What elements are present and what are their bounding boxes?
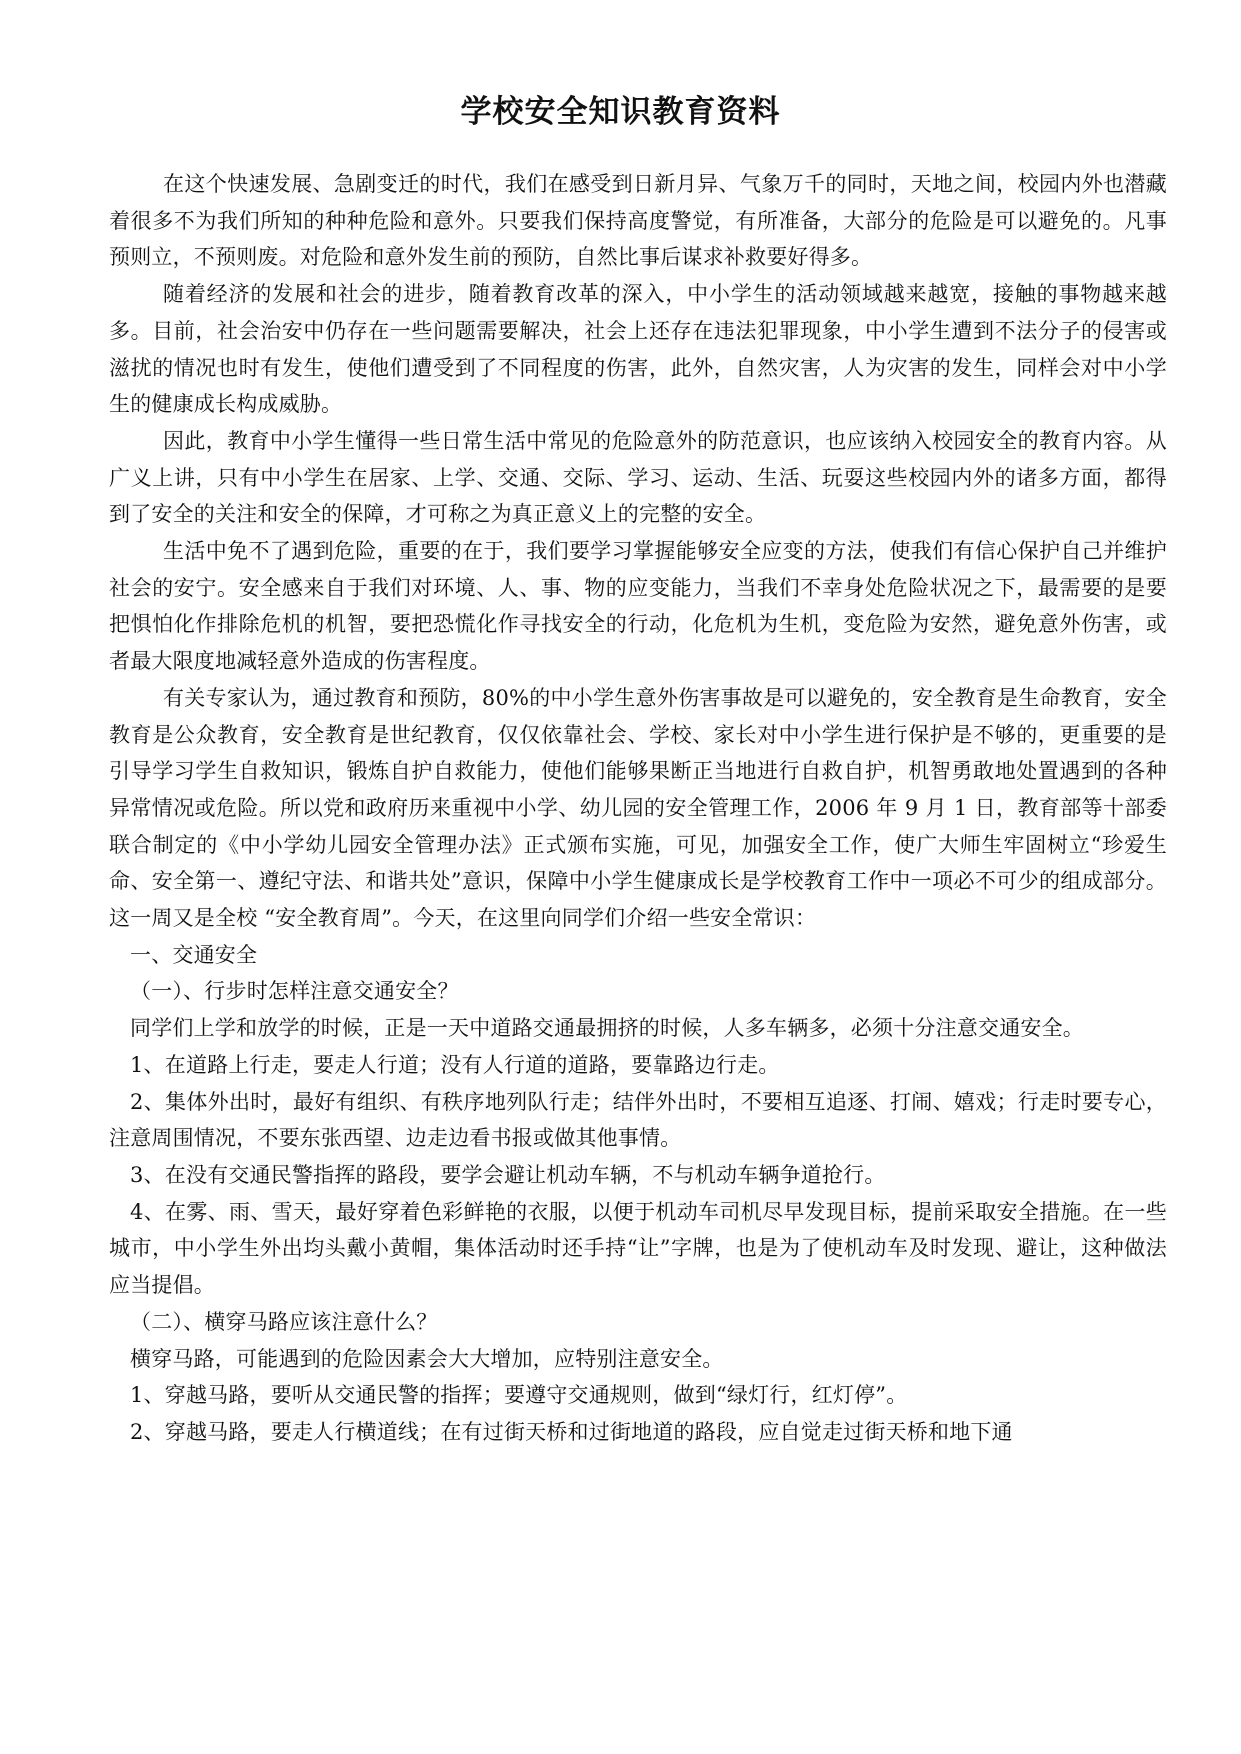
paragraph: 2、集体外出时，最好有组织、有秩序地列队行走；结伴外出时，不要相互追逐、打闹、嬉戏；行走时要专心，注意周围情况，不要东张西望、边走边看书报或做其他事情。 bbox=[109, 1089, 1167, 1151]
paragraph: 横穿马路，可能遇到的危险因素会大大增加，应特别注意安全。 bbox=[130, 1346, 724, 1371]
document-body bbox=[109, 166, 1167, 1451]
paragraph: 2、穿越马路，要走人行横道线；在有过街天桥和过街地道的路段，应自觉走过街天桥和地下通 bbox=[130, 1419, 1013, 1444]
paragraph: 1、在道路上行走，要走人行道；没有人行道的道路，要靠路边行走。 bbox=[130, 1052, 780, 1077]
paragraph: 1、穿越马路，要听从交通民警的指挥；要遵守交通规则，做到“绿灯行，红灯停”。 bbox=[130, 1383, 908, 1408]
paragraph: 4、在雾、雨、雪天，最好穿着色彩鲜艳的衣服，以便于机动车司机尽早发现目标，提前采取安全措施。在一些城市，中小学生外出均头戴小黄帽，集体活动时还手持“让”字牌，也是为了使机动车及时发现、避让，这种做法应当提倡。 bbox=[109, 1199, 1167, 1298]
document-title: 学校安全知识教育资料 bbox=[460, 94, 781, 130]
paragraph: 生活中免不了遇到危险，重要的在于，我们要学习掌握能够安全应变的方法，使我们有信心保护自己并维护社会的安宁。安全感来自于我们对环境、人、事、物的应变能力，当我们不幸身处危险状况之下，最需要的是要把惧怕化作排除危机的机智，要把恐慌化作寻找安全的行动，化危机为生机，变危险为安然，避免意外伤害，或者最大限度地减轻意外造成的伤害程度。 bbox=[109, 539, 1167, 674]
paragraph: 有关专家认为，通过教育和预防，80%的中小学生意外伤害事故是可以避免的，安全教育是生命教育，安全教育是公众教育，安全教育是世纪教育，仅仅依靠社会、学校、家长对中小学生进行保护是不够的，更重要的是引导学习学生自救知识，锻炼自护自救能力，使他们能够果断正当地进行自救自护，机智勇敢地处置遇到的各种异常情况或危险。所以党和政府历来重视中小学、幼儿园的安全管理工作，2006 年 9 月 1 日，教育部等十部委联合制定的《中小学幼儿园安全管理办法》正式颁布实施，可见，加强安全工作，使广大师生牢固树立“珍爱生命、安全第一、遵纪守法、和谐共处”意识，保障中小学生健康成长是学校教育工作中一项必不可少的组成部分。这一周又是全校 “安全教育周”。今天，在这里向同学们介绍一些安全常识： bbox=[109, 685, 1168, 931]
paragraph: 随着经济的发展和社会的进步，随着教育改革的深入，中小学生的活动领域越来越宽，接触的事物越来越多。目前，社会治安中仍存在一些问题需要解决，社会上还存在违法犯罪现象，中小学生遭到不法分子的侵害或滋扰的情况也时有发生，使他们遭受到了不同程度的伤害，此外，自然灾害，人为灾害的发生，同样会对中小学生的健康成长构成威胁。 bbox=[109, 282, 1167, 417]
paragraph: 3、在没有交通民警指挥的路段，要学会避让机动车辆，不与机动车辆争道抢行。 bbox=[130, 1162, 886, 1187]
paragraph: （二）、横穿马路应该注意什么？ bbox=[130, 1309, 438, 1334]
paragraph: 同学们上学和放学的时候，正是一天中道路交通最拥挤的时候，人多车辆多，必须十分注意交通安全。 bbox=[130, 1016, 1084, 1041]
paragraph: （一）、行步时怎样注意交通安全？ bbox=[130, 979, 459, 1004]
paragraph: 一、交通安全 bbox=[130, 942, 258, 967]
paragraph: 在这个快速发展、急剧变迁的时代，我们在感受到日新月异、气象万千的同时，天地之间，校园内外也潜藏着很多不为我们所知的种种危险和意外。只要我们保持高度警觉，有所准备，大部分的危险是可以避免的。凡事预则立，不预则废。对危险和意外发生前的预防，自然比事后谋求补救要好得多。 bbox=[109, 172, 1167, 270]
paragraph: 因此，教育中小学生懂得一些日常生活中常见的危险意外的防范意识，也应该纳入校园安全的教育内容。从广义上讲，只有中小学生在居家、上学、交通、交际、学习、运动、生活、玩耍这些校园内外的诸多方面，都得到了安全的关注和安全的保障，才可称之为真正意义上的完整的安全。 bbox=[109, 428, 1167, 527]
